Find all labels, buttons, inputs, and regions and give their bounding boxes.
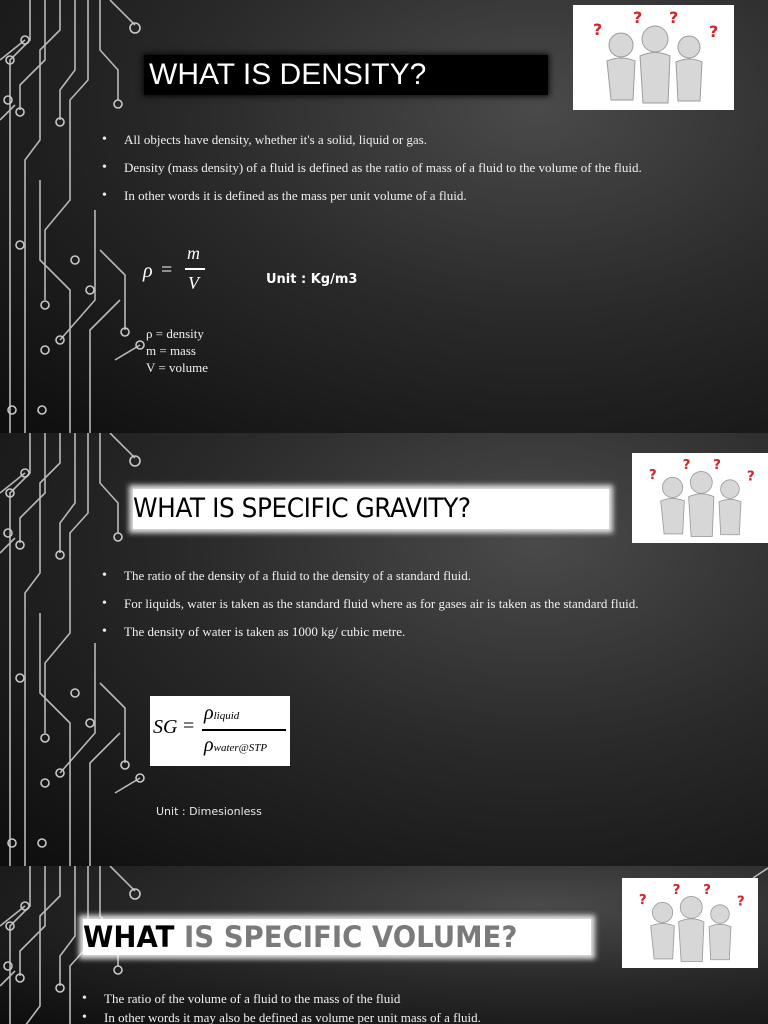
slide-title [133,489,609,529]
svg-text:?: ? [682,456,691,473]
list-item: • All objects have density, whether it's a solid, liquid or gas. [100,131,667,149]
list-item: • In other words it is defined as the mass per unit volume of a fluid. [100,187,667,205]
svg-text:?: ? [672,881,681,898]
svg-text:?: ? [638,891,647,908]
bullet-list [80,990,680,1024]
list-item: • In other words it may also be defined as volume per unit mass of a fluid. [80,1009,680,1024]
list-item: • The ratio of the density of a fluid to the density of a standard fluid. [100,567,667,585]
svg-text:?: ? [669,8,679,27]
title-text-part1: WHAT [83,920,175,954]
list-item: • The density of water is taken as 1000 kg/ cubic metre. [100,623,667,641]
title-text: WHAT IS SPECIFIC GRAVITY? [133,493,471,524]
specific-gravity-formula: SG = ρliquid ρwater@STP [150,696,290,766]
title-text-part2: IS SPECIFIC VOLUME? [184,920,518,954]
bullet-list [100,567,667,651]
svg-text:?: ? [703,881,711,898]
svg-text:?: ? [633,8,643,27]
svg-text:?: ? [709,22,719,41]
svg-text:?: ? [593,20,603,39]
definition-mass: m = mass [146,343,196,358]
definition-volume: V = volume [146,360,208,375]
svg-text:?: ? [648,466,657,483]
slide-title [83,919,591,955]
slide-density [0,0,768,433]
list-item: • Density (mass density) of a fluid is defined as the ratio of mass of a fluid to the volume of the fluid. [100,159,667,177]
slide-specific-gravity [0,433,768,866]
circuit-board-decoration-icon [0,0,150,433]
list-item: • The ratio of the volume of a fluid to the mass of the fluid [80,990,680,1007]
svg-text:?: ? [746,468,755,485]
svg-text:?: ? [736,893,745,910]
list-item: • For liquids, water is taken as the standard fluid where as for gases air is taken as the standard fluid. [100,595,667,613]
bullet-list [100,131,667,215]
density-formula: ρ = m V [143,243,213,298]
slide-title [146,57,546,93]
unit-label: Unit : Kg/m3 [266,272,358,287]
thinking-people-question-marks-icon [632,453,768,543]
title-text: WHAT IS DENSITY? [149,58,427,91]
variable-definitions [146,325,208,376]
unit-label: Unit : Dimesionless [156,805,262,818]
thinking-people-question-marks-icon [573,5,734,110]
definition-density: ρ = density [146,326,204,341]
slide-specific-volume [0,866,768,1024]
svg-text:?: ? [713,456,721,473]
thinking-people-question-marks-icon [622,878,758,968]
